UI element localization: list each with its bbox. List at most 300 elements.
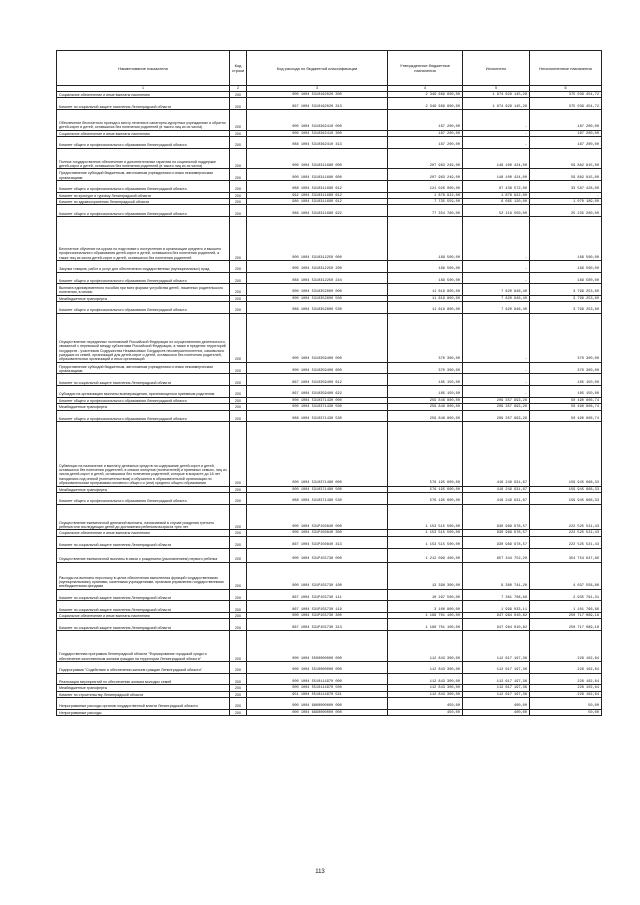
executed-cell: 416 249 931,67 <box>463 493 530 505</box>
approved-cell: 77 354 760,00 <box>388 205 463 217</box>
table-row <box>57 530 602 536</box>
table-row <box>57 410 602 422</box>
unexecuted-cell: 159 945 668,33 <box>530 422 602 487</box>
expense-code-cell: 000 1004 5510000000 000 <box>247 661 388 673</box>
approved-cell: 112 843 300,00 <box>388 685 463 691</box>
indicator-name-cell: Межбюджетные трансферты <box>57 295 230 301</box>
line-code-cell: 200 <box>230 386 247 398</box>
unexecuted-cell: 187 200,00 <box>530 130 602 136</box>
table-row <box>57 386 602 398</box>
indicator-name-cell: Непрограммные расходы органов государственной власти Ленинградской области <box>57 698 230 710</box>
table-row <box>57 601 602 613</box>
executed-cell: 209 357 993,26 <box>463 397 530 403</box>
line-code-cell: 200 <box>230 691 247 697</box>
unexecuted-cell: 189 500,00 <box>530 260 602 272</box>
expense-code-cell: 000 1004 5500000000 000 <box>247 631 388 662</box>
expense-code-cell: 867 1004 531P155730 313 <box>247 619 388 631</box>
expense-code-cell: 088 1004 5310312250 244 <box>247 272 388 284</box>
approved-cell: 112 843 300,00 <box>388 631 463 662</box>
executed-cell: 947 984 010,82 <box>463 612 530 618</box>
table-row <box>57 691 602 697</box>
indicator-name-cell: Субвенции на назначение и выплату денежных средств на содержание детей-сирот и детей, оставшихся без попечения родителей, в семьях опекунов (попечителей) и приемных семьях, лиц из числа детей-сирот и детей, оставшихся без попечения родителей, которые в возрасте до 18 лет находились под опекой (попечительством) и обучаются в образовательной организации по образовательным программам основного общего и (или) среднего общего образования <box>57 422 230 487</box>
unexecuted-cell: 3 799 253,60 <box>530 302 602 314</box>
table-row <box>57 98 602 110</box>
table-row <box>57 110 602 131</box>
approved-cell: 3 100 800,00 <box>388 601 463 613</box>
line-code-cell: 200 <box>230 589 247 601</box>
line-code-cell: 200 <box>230 601 247 613</box>
indicator-name-cell: Комитет общего и профессионального образования Ленинградской области <box>57 410 230 422</box>
line-code-cell: 200 <box>230 362 247 374</box>
line-code-cell: 200 <box>230 612 247 618</box>
indicator-name-cell: Социальное обеспечение и иные выплаты населению <box>57 92 230 98</box>
header-approved: Утвержденные бюджетные назначения <box>388 51 463 86</box>
expense-code-cell: 088 1004 5310371480 530 <box>247 493 388 505</box>
indicator-name-cell: Комитет по строительству Ленинградской области <box>57 691 230 697</box>
executed-cell: 9 360 741,20 <box>463 562 530 589</box>
unexecuted-cell: 1 070 189,00 <box>530 199 602 205</box>
header-indicator-name: Наименование показателя <box>57 51 230 86</box>
line-code-cell: 200 <box>230 698 247 710</box>
indicator-name-cell: Межбюджетные трансферты <box>57 685 230 691</box>
table-row <box>57 302 602 314</box>
approved-cell: 1 153 515 500,00 <box>388 536 463 548</box>
indicator-name-cell: Комитет по здравоохранению Ленинградской области <box>57 199 230 205</box>
approved-cell: 185 150,00 <box>388 386 463 398</box>
expense-code-cell: 088 1004 5310371430 530 <box>247 410 388 422</box>
executed-cell: 930 989 978,57 <box>463 536 530 548</box>
approved-cell: 576 195 600,00 <box>388 486 463 492</box>
expense-code-cell: 951 1004 5510114970 521 <box>247 691 388 697</box>
expense-code-cell: 000 1004 5310312250 200 <box>247 260 388 272</box>
expense-code-cell: 000 1004 531P150840 000 <box>247 504 388 530</box>
expense-code-cell: 980 1004 5310311680 612 <box>247 199 388 205</box>
approved-cell: 1 153 515 500,00 <box>388 504 463 530</box>
line-code-cell: 200 <box>230 562 247 589</box>
expense-code-cell: 000 1004 5510114970 000 <box>247 673 388 685</box>
expense-code-cell: 000 1004 5310371480 000 <box>247 422 388 487</box>
line-code-cell: 200 <box>230 130 247 136</box>
unexecuted-cell: 59 882 815,00 <box>530 169 602 181</box>
approved-cell: 7 735 559,00 <box>388 199 463 205</box>
indicator-name-cell: Субсидии на организацию выплаты вознаграждения, причитающегося приемным родителям <box>57 386 230 398</box>
approved-cell: 189 500,00 <box>388 217 463 261</box>
table-row <box>57 422 602 487</box>
executed-cell: - <box>463 260 530 272</box>
indicator-name-cell: Осуществление переданных полномочий Российской Федерации по осуществлению деятельности, связанной с перевозкой между субъектами Российской Федерации, а также в пределах территорий государств - участников Содружества Независимых Государств несовершеннолетних, самовольно ушедших из семей, организаций для детей-сирот и детей, оставшихся без попечения родителей, образовательных организаций и иных организаций <box>57 313 230 362</box>
approved-cell: 121 026 000,00 <box>388 180 463 192</box>
indicator-name-cell: Полное государственное обеспечение и дополнительные гарантии по социальной поддержке детей-сирот и детей, оставшихся без попечения родителей (в такого лиц из их числа) <box>57 148 230 169</box>
executed-cell: 7 820 846,40 <box>463 302 530 314</box>
indicator-name-cell: Социальное обеспечение и иные выплаты населению <box>57 612 230 618</box>
unexecuted-cell: 226 102,64 <box>530 685 602 691</box>
expense-code-cell: 000 1004 5310352600 500 <box>247 295 388 301</box>
line-code-cell: 200 <box>230 493 247 505</box>
line-code-cell: 200 <box>230 536 247 548</box>
line-code-cell: 200 <box>230 631 247 662</box>
table-row <box>57 313 602 362</box>
unexecuted-cell: 187 200,00 <box>530 137 602 149</box>
line-code-cell: 200 <box>230 685 247 691</box>
executed-cell: 6 665 120,00 <box>463 199 530 205</box>
executed-cell: 930 989 978,57 <box>463 504 530 530</box>
table-row <box>57 709 602 715</box>
expense-code-cell: 000 1004 5310371480 500 <box>247 486 388 492</box>
header-executed: Исполнено <box>463 51 530 86</box>
table-row <box>57 284 602 296</box>
line-code-cell: 200 <box>230 295 247 301</box>
approved-cell: 2 349 669 600,00 <box>388 92 463 98</box>
executed-cell: 112 617 197,36 <box>463 685 530 691</box>
approved-cell: 450,00 <box>388 709 463 715</box>
header-unexecuted: Неисполненные назначения <box>530 51 602 86</box>
unexecuted-cell: 375 039 454,72 <box>530 92 602 98</box>
unexecuted-cell: 226 102,64 <box>530 691 602 697</box>
expense-code-cell: 000 1004 5510114970 500 <box>247 685 388 691</box>
approved-cell: 1 878 922,00 <box>388 192 463 198</box>
indicator-name-cell: Расходы на выплаты персоналу в целях обеспечения выполнения функций государственными (муниципальными) органами, казенными учреждениями, органами управления государственными внебюджетными фондами <box>57 562 230 589</box>
indicator-name-cell: Социальное обеспечение и иные выплаты населению <box>57 130 230 136</box>
indicator-name-cell: Закупка товаров, работ и услуг для обеспечения государственных (муниципальных) нужд <box>57 260 230 272</box>
indicator-name-cell: Выплата единовременного пособия при всех формах устройства детей, лишенных родительского попечения, в семью <box>57 284 230 296</box>
indicator-name-cell: Комитет общего и профессионального образования Ленинградской области <box>57 137 230 149</box>
indicator-name-cell: Подпрограмма "Содействие в обеспечении жильем граждан Ленинградской области" <box>57 661 230 673</box>
indicator-name-cell: Комитет по социальной защите населения Ленинградской области <box>57 619 230 631</box>
approved-cell: 1 212 099 400,00 <box>388 548 463 562</box>
expense-code-cell: 000 1004 531P155730 300 <box>247 612 388 618</box>
column-index: 1 <box>57 86 230 92</box>
table-row <box>57 205 602 217</box>
table-row <box>57 612 602 618</box>
indicator-name-cell: Комитет по социальной защите населения Ленинградской области <box>57 98 230 110</box>
header-line-code: Код строки <box>230 51 247 86</box>
unexecuted-cell: 59 882 815,00 <box>530 148 602 169</box>
indicator-name-cell: Осуществление ежемесячной денежной выплаты, назначаемой в случае рождения третьего ребенка или последующих детей до достижения ребенком возраста трех лет <box>57 504 230 530</box>
expense-code-cell: 867 1004 5310162020 313 <box>247 98 388 110</box>
indicator-name-cell: Межбюджетные трансферты <box>57 404 230 410</box>
approved-cell: 1 153 515 500,00 <box>388 530 463 536</box>
approved-cell: 13 398 300,00 <box>388 562 463 589</box>
indicator-name-cell: Непрограммные расходы <box>57 709 230 715</box>
table-row <box>57 362 602 374</box>
approved-cell: 10 297 500,00 <box>388 589 463 601</box>
unexecuted-cell: 226 102,64 <box>530 673 602 685</box>
approved-cell: 11 619 800,00 <box>388 295 463 301</box>
line-code-cell: 200 <box>230 422 247 487</box>
line-code-cell: 200 <box>230 148 247 169</box>
approved-cell: 576 195 600,00 <box>388 422 463 487</box>
executed-cell: 209 357 993,26 <box>463 404 530 410</box>
executed-cell: 112 617 197,36 <box>463 661 530 673</box>
expense-code-cell: 000 1004 5310311680 000 <box>247 148 388 169</box>
approved-cell: 112 843 300,00 <box>388 691 463 697</box>
indicator-name-cell: Комитет по социальной защите населения Ленинградской области <box>57 536 230 548</box>
unexecuted-cell: 159 945 668,33 <box>530 486 602 492</box>
unexecuted-cell: 50 490 806,74 <box>530 410 602 422</box>
expense-code-cell: 962 1004 5310311680 612 <box>247 192 388 198</box>
executed-cell: - <box>463 217 530 261</box>
indicator-name-cell: Предоставление субсидий бюджетным, автономным учреждениям и иным некоммерческим организациям <box>57 362 230 374</box>
approved-cell: 189 500,00 <box>388 260 463 272</box>
page-number: 113 <box>315 869 325 875</box>
line-code-cell: 200 <box>230 272 247 284</box>
approved-cell: 207 983 249,00 <box>388 148 463 169</box>
table-row <box>57 504 602 530</box>
line-code-cell: 200 <box>230 410 247 422</box>
column-index: 2 <box>230 86 247 92</box>
unexecuted-cell: 250 717 089,18 <box>530 619 602 631</box>
indicator-name-cell: Комитет общего и профессионального образования Ленинградской области <box>57 272 230 284</box>
line-code-cell: 200 <box>230 205 247 217</box>
approved-cell: 187 200,00 <box>388 137 463 149</box>
table-row <box>57 698 602 710</box>
executed-cell: 7 361 708,69 <box>463 589 530 601</box>
unexecuted-cell: 222 525 521,43 <box>530 504 602 530</box>
approved-cell: 112 843 300,00 <box>388 661 463 673</box>
indicator-name-cell: Государственная программа Ленинградской области "Формирование городской среды и обеспечение качественным жильем граждан на территории Ленинградской области" <box>57 631 230 662</box>
indicator-name-cell: Реализация мероприятий по обеспечению жильем молодых семей <box>57 673 230 685</box>
line-code-cell: 200 <box>230 260 247 272</box>
line-code-cell: 200 <box>230 199 247 205</box>
line-code-cell: 200 <box>230 709 247 715</box>
line-code-cell: 200 <box>230 217 247 261</box>
indicator-name-cell: Комитет общего и профессионального образования Ленинградской области <box>57 493 230 505</box>
executed-cell: 1 878 922,00 <box>463 192 530 198</box>
line-code-cell: 200 <box>230 397 247 403</box>
executed-cell: 1 974 629 145,28 <box>463 92 530 98</box>
table-row <box>57 169 602 181</box>
executed-cell: 1 974 629 145,28 <box>463 98 530 110</box>
executed-cell: 148 100 424,00 <box>463 169 530 181</box>
unexecuted-cell: 189 500,00 <box>530 272 602 284</box>
line-code-cell: 200 <box>230 98 247 110</box>
executed-cell: 7 820 846,40 <box>463 284 530 296</box>
executed-cell: 947 984 010,82 <box>463 619 530 631</box>
table-row <box>57 272 602 284</box>
approved-cell: 576 195 600,00 <box>388 493 463 505</box>
executed-cell: 87 438 572,00 <box>463 180 530 192</box>
expense-code-cell: 088 1004 5310352600 530 <box>247 302 388 314</box>
line-code-cell: 200 <box>230 302 247 314</box>
expense-code-cell: 000 1004 5310312250 000 <box>247 217 388 261</box>
column-index: 5 <box>463 86 530 92</box>
executed-cell: 112 617 197,36 <box>463 631 530 662</box>
unexecuted-cell: 185 150,00 <box>530 386 602 398</box>
executed-cell: 209 357 993,26 <box>463 410 530 422</box>
table-header-row <box>57 51 602 86</box>
table-row <box>57 192 602 198</box>
expense-code-cell: 000 1004 6800000000 000 <box>247 698 388 710</box>
expense-code-cell: 867 1004 531P155730 111 <box>247 589 388 601</box>
executed-cell: - <box>463 386 530 398</box>
executed-cell: - <box>463 362 530 374</box>
approved-cell: 187 200,00 <box>388 130 463 136</box>
expense-code-cell: 000 1004 531P155730 000 <box>247 548 388 562</box>
indicator-name-cell: Межбюджетные трансферты <box>57 486 230 492</box>
expense-code-cell: 000 1004 5310162020 300 <box>247 92 388 98</box>
approved-cell: 11 619 800,00 <box>388 302 463 314</box>
expense-code-cell: 867 1004 531P150840 313 <box>247 536 388 548</box>
executed-cell: - <box>463 110 530 131</box>
approved-cell: 259 848 800,00 <box>388 404 463 410</box>
executed-cell: 1 999 033,11 <box>463 601 530 613</box>
expense-code-cell: 088 1004 5310362410 313 <box>247 137 388 149</box>
executed-cell: 416 249 931,67 <box>463 486 530 492</box>
table-row <box>57 92 602 98</box>
approved-cell: 187 200,00 <box>388 110 463 131</box>
line-code-cell: 200 <box>230 661 247 673</box>
executed-cell: - <box>463 272 530 284</box>
table-row <box>57 148 602 169</box>
expense-code-cell: 867 1004 5310359400 622 <box>247 386 388 398</box>
unexecuted-cell: 370 300,00 <box>530 313 602 362</box>
approved-cell: 189 500,00 <box>388 272 463 284</box>
expense-code-cell: 000 1004 531P150840 300 <box>247 530 388 536</box>
table-row <box>57 217 602 261</box>
executed-cell: 930 989 978,57 <box>463 530 530 536</box>
expense-code-cell: 000 1004 5310359400 600 <box>247 362 388 374</box>
line-code-cell: 200 <box>230 619 247 631</box>
table-row <box>57 548 602 562</box>
executed-cell: 148 100 424,00 <box>463 148 530 169</box>
approved-cell: 1 198 701 100,00 <box>388 619 463 631</box>
unexecuted-cell: 250 717 089,18 <box>530 612 602 618</box>
unexecuted-cell: 33 587 428,00 <box>530 180 602 192</box>
line-code-cell: 200 <box>230 673 247 685</box>
expense-code-cell: 000 1004 5310359400 000 <box>247 313 388 362</box>
line-code-cell: 200 <box>230 137 247 149</box>
approved-cell: 11 619 800,00 <box>388 284 463 296</box>
line-code-cell: 200 <box>230 404 247 410</box>
expense-code-cell: 088 1004 5310311680 622 <box>247 205 388 217</box>
expense-code-cell: 000 1004 5310371430 500 <box>247 404 388 410</box>
indicator-name-cell: Осуществление ежемесячной выплаты в связи с рождением (усыновлением) первого ребенка <box>57 548 230 562</box>
expense-code-cell: 867 1004 531P155730 119 <box>247 601 388 613</box>
table-row <box>57 673 602 685</box>
table-row <box>57 180 602 192</box>
indicator-name-cell: Комитет по социальной защите населения Ленинградской области <box>57 589 230 601</box>
indicator-name-cell: Комитет по социальной защите населения Ленинградской области <box>57 601 230 613</box>
indicator-name-cell: Комитет по культуре и туризму Ленинградской области <box>57 192 230 198</box>
expense-code-cell: 000 1004 6890000000 000 <box>247 709 388 715</box>
indicator-name-cell: Комитет общего и профессионального образования Ленинградской области <box>57 397 230 403</box>
table-row <box>57 374 602 386</box>
unexecuted-cell: 189 500,00 <box>530 217 602 261</box>
approved-cell: 112 843 300,00 <box>388 673 463 685</box>
table-row <box>57 631 602 662</box>
unexecuted-cell: 159 945 668,33 <box>530 493 602 505</box>
indicator-name-cell: Предоставление субсидий бюджетным, автономным учреждениям и иным некоммерческим организациям <box>57 169 230 181</box>
line-code-cell: 200 <box>230 192 247 198</box>
executed-cell: 112 617 197,36 <box>463 691 530 697</box>
approved-cell: 370 300,00 <box>388 313 463 362</box>
expense-code-cell: 867 1004 5310359400 612 <box>247 374 388 386</box>
table-row <box>57 562 602 589</box>
unexecuted-cell: 25 235 200,00 <box>530 205 602 217</box>
executed-cell: - <box>463 137 530 149</box>
table-body <box>57 92 602 716</box>
executed-cell: 400,00 <box>463 709 530 715</box>
expense-code-cell: 000 1004 5310352600 000 <box>247 284 388 296</box>
table-row <box>57 137 602 149</box>
unexecuted-cell: 226 102,64 <box>530 661 602 673</box>
executed-cell: - <box>463 130 530 136</box>
indicator-name-cell: Обеспечение бесплатного проезда к месту лечения в санаторно-курортных учреждениях и обратно детей-сирот и детей, оставшихся без попечения родителей (в такого лиц из их числа) <box>57 110 230 131</box>
approved-cell: 450,00 <box>388 698 463 710</box>
unexecuted-cell: 185 150,00 <box>530 374 602 386</box>
unexecuted-cell: 50,00 <box>530 698 602 710</box>
table-row <box>57 619 602 631</box>
approved-cell: 259 848 800,00 <box>388 397 463 403</box>
expense-code-cell: 000 1004 5310362410 000 <box>247 110 388 131</box>
unexecuted-cell: 2 935 791,31 <box>530 589 602 601</box>
expense-code-cell: 000 1004 5310371430 000 <box>247 397 388 403</box>
line-code-cell: 200 <box>230 180 247 192</box>
unexecuted-cell: 1 101 766,89 <box>530 601 602 613</box>
unexecuted-cell: 222 525 521,43 <box>530 536 602 548</box>
indicator-name-cell: Комитет общего и профессионального образования Ленинградской области <box>57 205 230 217</box>
column-index: 3 <box>247 86 388 92</box>
line-code-cell: 200 <box>230 374 247 386</box>
line-code-cell: 200 <box>230 110 247 131</box>
line-code-cell: 200 <box>230 169 247 181</box>
indicator-name-cell: Комитет общего и профессионального образования Ленинградской области <box>57 302 230 314</box>
approved-cell: 370 300,00 <box>388 362 463 374</box>
approved-cell: 2 349 669 600,00 <box>388 98 463 110</box>
expense-code-cell: 000 1004 5310311680 600 <box>247 169 388 181</box>
unexecuted-cell: 50 490 806,74 <box>530 404 602 410</box>
line-code-cell: 200 <box>230 504 247 530</box>
indicator-name-cell: Бесплатное обучение на курсах по подготовке к поступлению в организации среднего и высшего профессионального образования детей-сирот и детей, оставшихся без попечения родителей, а также лиц из числа детей-сирот и детей, оставшихся без попечения родителей <box>57 217 230 261</box>
unexecuted-cell: 187 200,00 <box>530 110 602 131</box>
unexecuted-cell: 370 300,00 <box>530 362 602 374</box>
approved-cell: 207 983 249,00 <box>388 169 463 181</box>
table-row <box>57 493 602 505</box>
table-row <box>57 536 602 548</box>
unexecuted-cell: 375 039 454,72 <box>530 98 602 110</box>
expense-code-cell: 000 1004 5310362410 300 <box>247 130 388 136</box>
indicator-name-cell: Социальное обеспечение и иные выплаты населению <box>57 530 230 536</box>
executed-cell: 416 249 931,67 <box>463 422 530 487</box>
approved-cell: 1 198 701 100,00 <box>388 612 463 618</box>
unexecuted-cell: 50 490 806,74 <box>530 397 602 403</box>
expense-code-cell: 088 1004 5310311680 612 <box>247 180 388 192</box>
executed-cell: 400,00 <box>463 698 530 710</box>
indicator-name-cell: Комитет по социальной защите населения Ленинградской области <box>57 374 230 386</box>
unexecuted-cell: - <box>530 192 602 198</box>
column-index: 4 <box>388 86 463 92</box>
column-index: 6 <box>530 86 602 92</box>
indicator-name-cell: Комитет общего и профессионального образования Ленинградской области <box>57 180 230 192</box>
executed-cell: 7 820 846,40 <box>463 295 530 301</box>
executed-cell: - <box>463 374 530 386</box>
line-code-cell: 200 <box>230 486 247 492</box>
table-row <box>57 260 602 272</box>
unexecuted-cell: 4 037 558,80 <box>530 562 602 589</box>
unexecuted-cell: 50,00 <box>530 709 602 715</box>
approved-cell: 259 848 800,00 <box>388 410 463 422</box>
line-code-cell: 200 <box>230 284 247 296</box>
unexecuted-cell: 3 799 253,60 <box>530 284 602 296</box>
unexecuted-cell: 226 102,64 <box>530 631 602 662</box>
header-expense-code: Код расхода по бюджетной классификации <box>247 51 388 86</box>
executed-cell: 52 119 550,00 <box>463 205 530 217</box>
line-code-cell: 200 <box>230 548 247 562</box>
unexecuted-cell: 3 799 253,60 <box>530 295 602 301</box>
approved-cell: 185 150,00 <box>388 374 463 386</box>
unexecuted-cell: 354 754 647,80 <box>530 548 602 562</box>
budget-execution-table <box>56 50 602 716</box>
